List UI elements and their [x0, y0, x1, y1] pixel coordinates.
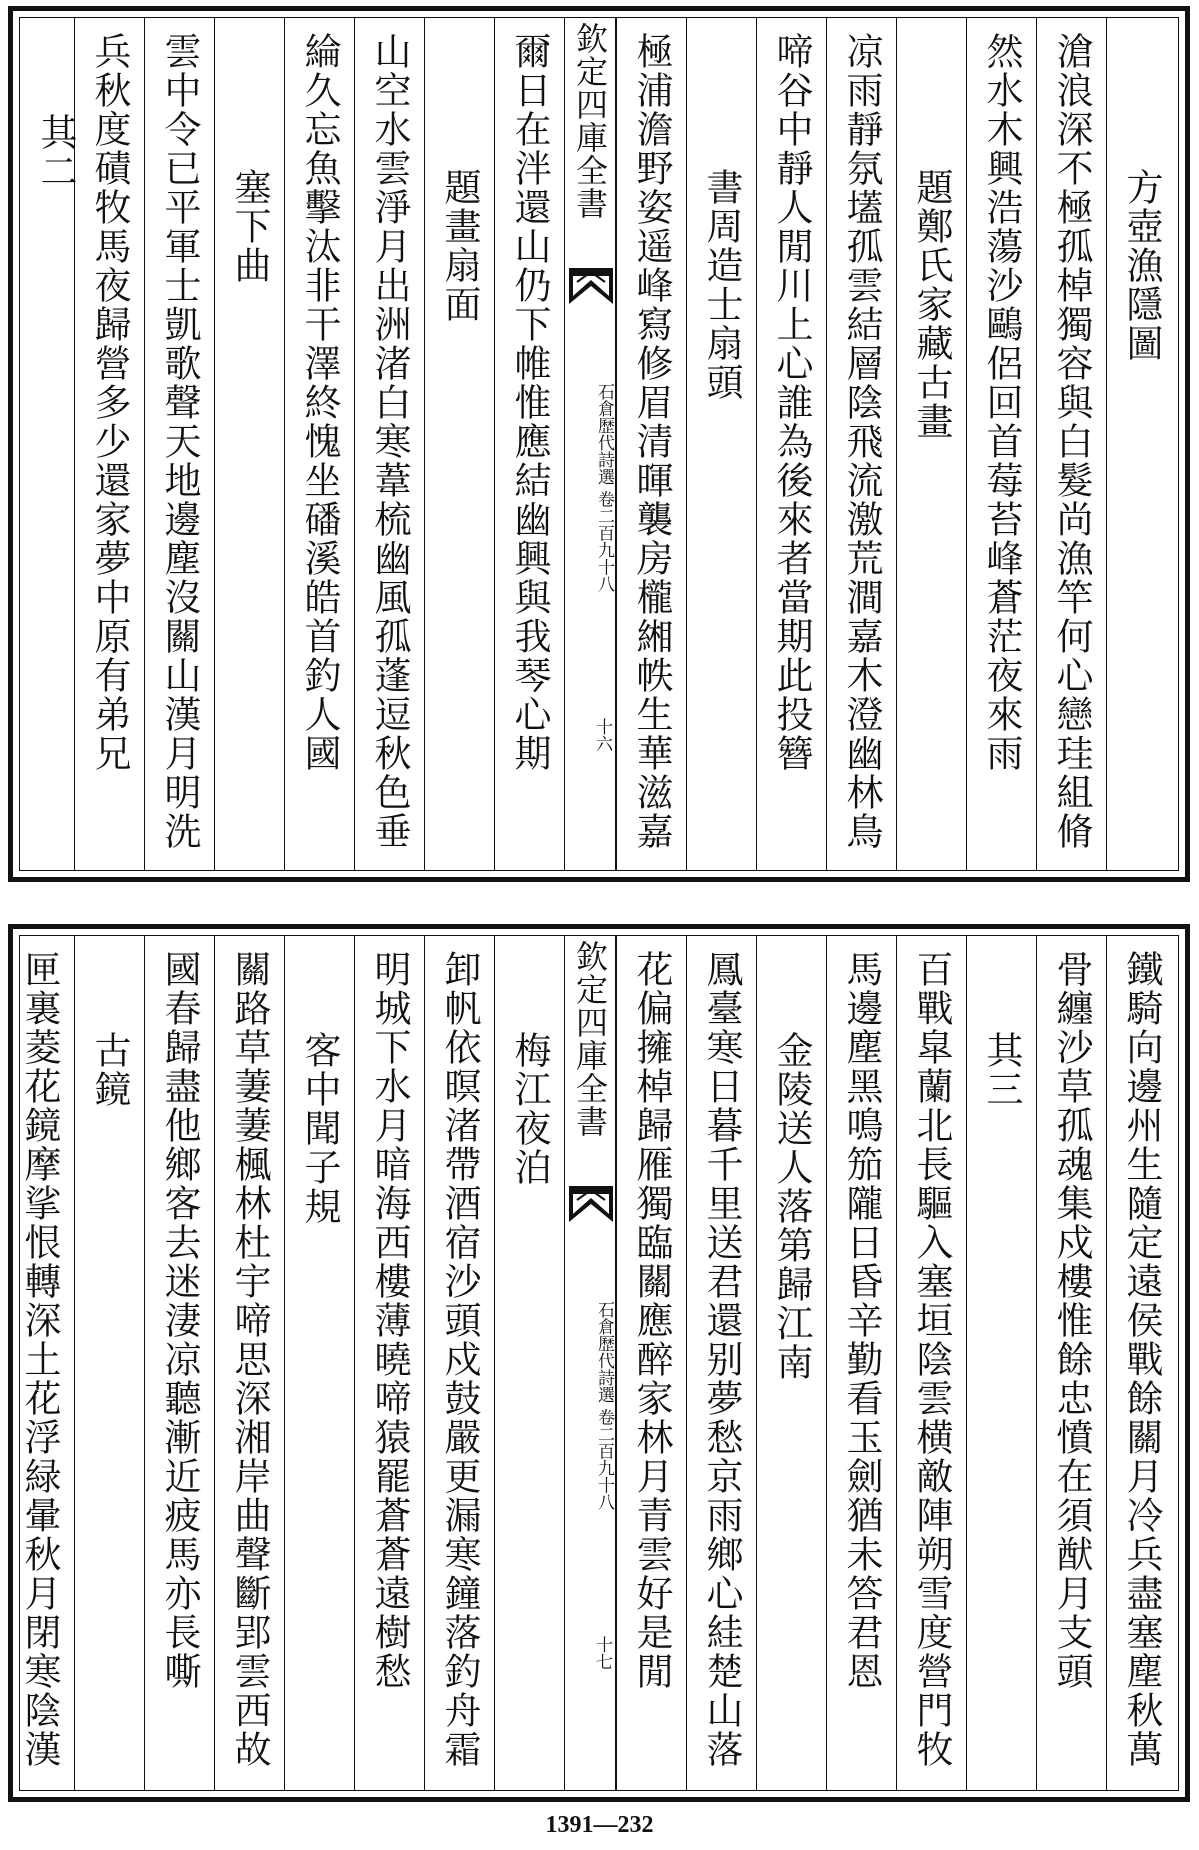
leaf-number: 十六 — [592, 718, 612, 752]
poem-line: 綸久忘魚擊汰非干澤終愧坐磻溪皓首釣人國 — [298, 32, 341, 773]
text-column — [424, 936, 494, 1790]
poem-line: 兵秋度磧牧馬夜歸營多少還家夢中原有弟兄 — [88, 32, 131, 773]
fishtail-ornament-icon — [569, 1186, 613, 1222]
poem-line: 花偏擁棹歸雁獨臨關應醉家林月青雲好是閒 — [630, 950, 673, 1691]
poem-title: 其二 — [34, 113, 77, 191]
text-column — [1036, 18, 1106, 870]
poem-line: 卸帆依暝渚帶酒宿沙頭戍鼓嚴更漏寒鐘落釣舟霜 — [438, 950, 481, 1769]
text-column — [214, 18, 284, 870]
text-column — [20, 936, 74, 1790]
poem-line: 雲中令已平軍士凱歌聲天地邊塵沒關山漢月明洗 — [158, 32, 201, 851]
text-column — [1106, 18, 1176, 870]
collection-name: 欽定四庫全書 — [571, 940, 609, 1138]
poem-title: 題鄭氏家藏古畫 — [910, 168, 953, 441]
poem-line: 鳳臺寒日暮千里送君還别夢愁京雨鄉心絓楚山落 — [700, 950, 743, 1769]
text-column — [1106, 936, 1176, 1790]
poem-line: 骨纏沙草孤魂集戍樓惟餘忠憤在須猷月支頭 — [1050, 950, 1093, 1691]
footer-page-label: 1391—232 — [545, 1812, 654, 1838]
text-column — [74, 936, 144, 1790]
book-title-and-volume: 石倉歷代詩選 卷二百九十八 — [594, 1301, 614, 1511]
text-column — [494, 936, 564, 1790]
poem-line: 極浦澹野姿遥峰寫修眉清暉襲房櫳緗帙生華滋嘉 — [630, 32, 673, 851]
text-column — [214, 936, 284, 1790]
text-column — [354, 18, 424, 870]
text-column — [354, 936, 424, 1790]
bottom-page-frame — [8, 924, 1190, 1802]
poem-line: 匣裏菱花鏡摩挲恨轉深土花浮緑暈秋月閉寒陰漢 — [18, 950, 61, 1769]
top-page-text-area — [19, 17, 1179, 871]
text-column — [616, 936, 686, 1790]
text-column — [20, 18, 90, 870]
book-title-and-volume: 石倉歷代詩選 卷二百九十八 — [594, 383, 614, 593]
poem-line: 關路草萋萋楓林杜宇啼思深湘岸曲聲斷郢雲西故 — [228, 950, 271, 1769]
poem-line: 滄浪深不極孤棹獨容與白髮尚漁竿何心戀珪組脩 — [1050, 32, 1093, 851]
bottom-page-text-area — [19, 935, 1179, 1791]
poem-line: 百戰皐蘭北長驅入塞垣陰雲横敵陣朔雪度營門牧 — [910, 950, 953, 1769]
poem-title: 梅江夜泊 — [508, 1031, 551, 1187]
text-column — [284, 18, 354, 870]
leaf-number: 十七 — [592, 1636, 612, 1670]
text-column — [1036, 936, 1106, 1790]
poem-line: 馬邊塵黑鳴笳隴日昏辛勤看玉劍猶未答君恩 — [840, 950, 883, 1691]
poem-title: 方壺漁隱圖 — [1120, 168, 1163, 363]
poem-title: 古鏡 — [88, 1031, 131, 1109]
text-column — [896, 18, 966, 870]
poem-title: 塞下曲 — [228, 168, 271, 285]
text-column — [966, 18, 1036, 870]
text-column — [284, 936, 354, 1790]
text-column — [826, 18, 896, 870]
text-column — [756, 18, 826, 870]
center-fold-strip — [564, 936, 616, 1790]
poem-title: 其三 — [980, 1031, 1023, 1109]
center-fold-strip — [564, 18, 616, 870]
poem-title: 書周造士扇頭 — [700, 168, 743, 402]
text-column — [424, 18, 494, 870]
text-column — [686, 18, 756, 870]
poem-line: 啼谷中靜人閒川上心誰為後來者當期此投簪 — [770, 32, 813, 773]
text-column — [144, 936, 214, 1790]
poem-title: 題畫扇面 — [438, 168, 481, 324]
text-column — [966, 936, 1036, 1790]
poem-line: 凉雨靜氛壒孤雲結層陰飛流激荒澗嘉木澄幽林鳥 — [840, 32, 883, 851]
poem-line: 國春歸盡他鄉客去迷淒凉聽漸近疲馬亦長嘶 — [158, 950, 201, 1691]
text-column — [686, 936, 756, 1790]
text-column — [756, 936, 826, 1790]
text-column — [896, 936, 966, 1790]
text-column — [616, 18, 686, 870]
fishtail-ornament-icon — [569, 268, 613, 304]
poem-title: 客中聞子規 — [298, 1031, 341, 1226]
poem-line: 山空水雲淨月出洲渚白寒葦梳幽風孤蓬逗秋色垂 — [368, 32, 411, 851]
text-column — [144, 18, 214, 870]
poem-line: 鐵騎向邊州生隨定遠侯戰餘關月冷兵盡塞塵秋萬 — [1120, 950, 1163, 1769]
poem-line: 明城下水月暗海西樓薄曉啼猿罷蒼蒼遠樹愁 — [368, 950, 411, 1691]
text-column — [826, 936, 896, 1790]
text-column — [494, 18, 564, 870]
poem-line: 然水木興浩蕩沙鷗侶回首莓苔峰蒼茫夜來雨 — [980, 32, 1023, 773]
collection-name: 欽定四庫全書 — [571, 22, 609, 220]
top-page-frame — [8, 6, 1190, 882]
poem-title: 金陵送人落第歸江南 — [770, 1031, 813, 1382]
poem-line: 爾日在泮還山仍下帷惟應結幽興與我琴心期 — [508, 32, 551, 773]
